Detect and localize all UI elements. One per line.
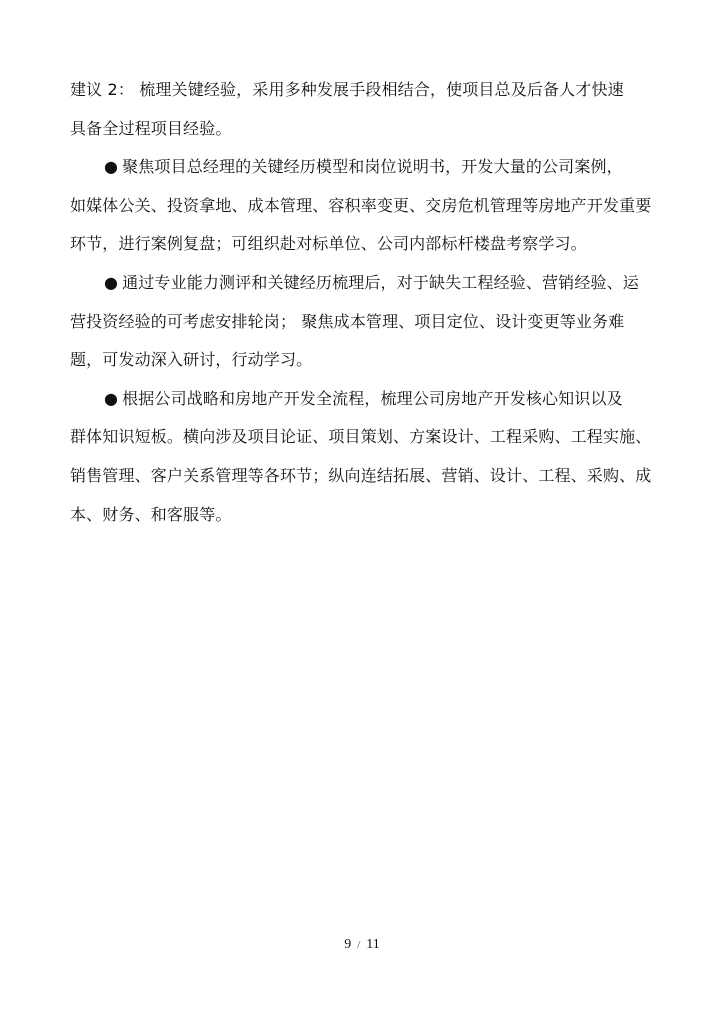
paragraph-2-line-3: 环节，进行案例复盘；可组织赴对标单位、公司内部标杆楼盘考察学习。 [70, 234, 587, 254]
bullet-marker: ● [104, 157, 119, 177]
paragraph-2-line-2: 如媒体公关、投资拿地、成本管理、容积率变更、交房危机管理等房地产开发重要 [70, 195, 652, 215]
paragraph-1-line-1: 建议 2： 梳理关键经验，采用多种发展手段相结合，使项目总及后备人才快速 [70, 80, 624, 99]
paragraph-3-line-2: 营投资经验的可考虑安排轮岗； 聚焦成本管理、项目定位、设计变更等业务难 [70, 311, 625, 331]
page-separator: / [357, 939, 361, 951]
document-body [70, 80, 660, 543]
paragraph-2-line-1 [70, 157, 660, 177]
page-number [0, 937, 724, 953]
paragraph-4-line-2: 群体知识短板。横向涉及项目论证、项目策划、方案设计、工程采购、工程实施、 [70, 427, 652, 447]
total-page-count: 11 [366, 937, 380, 952]
paragraph-3-line-3: 题，可发动深入研讨，行动学习。 [70, 350, 313, 370]
paragraph-2-text-1: 聚焦项目总经理的关键经历模型和岗位说明书，开发大量的公司案例， [122, 157, 623, 177]
paragraph-4-line-3: 销售管理、客户关系管理等各环节；纵向连结拓展、营销、设计、工程、采购、成 [70, 465, 652, 485]
paragraph-3-line-1 [70, 273, 660, 293]
paragraph-4-line-1 [70, 389, 660, 409]
paragraph-1-line-2: 具备全过程项目经验。 [70, 118, 232, 138]
paragraph-4-text-1: 根据公司战略和房地产开发全流程，梳理公司房地产开发核心知识以及 [122, 388, 623, 408]
bullet-marker: ● [104, 272, 119, 292]
current-page-number: 9 [344, 937, 352, 952]
paragraph-3-text-1: 通过专业能力测评和关键经历梳理后，对于缺失工程经验、营销经验、运 [122, 272, 639, 292]
paragraph-4-line-4: 本、财务、和客服等。 [70, 504, 232, 524]
bullet-marker: ● [104, 388, 119, 408]
